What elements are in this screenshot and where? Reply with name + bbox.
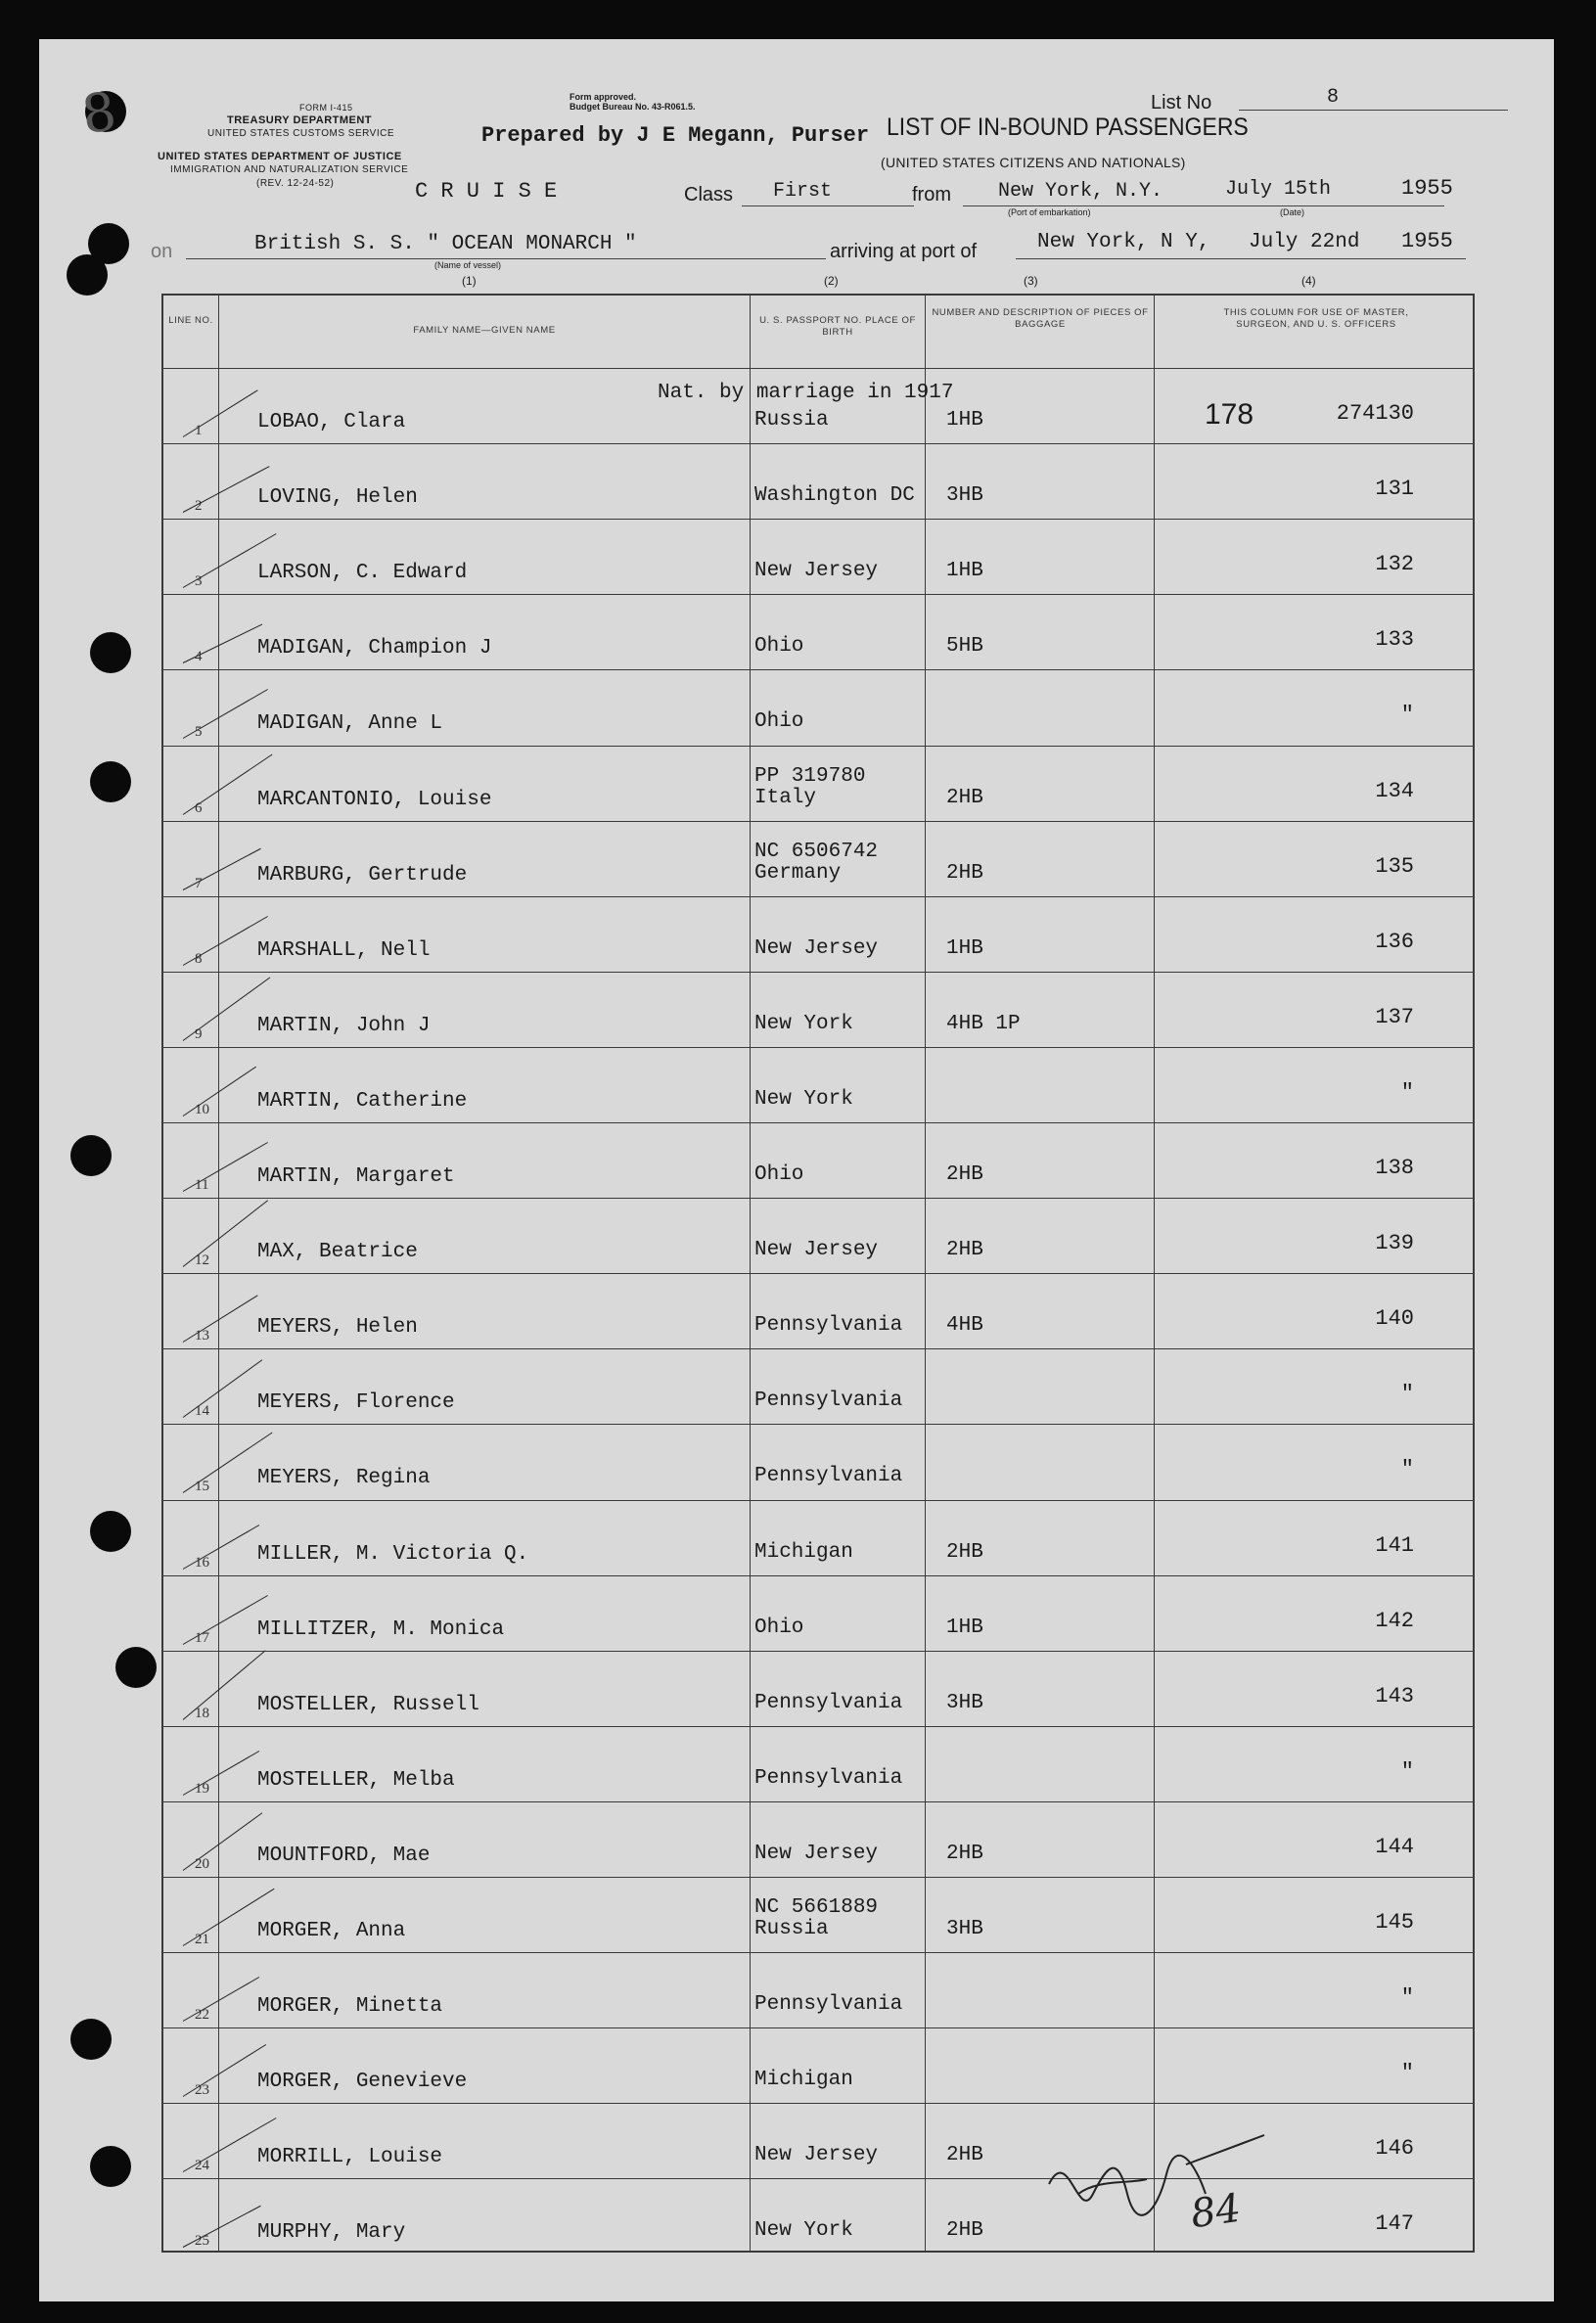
passenger-name: MORGER, Genevieve <box>257 2071 468 2094</box>
passenger-name: MOSTELLER, Melba <box>257 1768 455 1792</box>
passenger-name: MARSHALL, Nell <box>257 938 431 962</box>
passenger-name: MARTIN, Margaret <box>257 1165 455 1189</box>
list-no-value: 8 <box>1327 86 1340 109</box>
embark-date: July 15th <box>1225 178 1332 201</box>
class-value: First <box>773 180 833 203</box>
embark-year: 1955 <box>1401 176 1453 201</box>
arrival-year: 1955 <box>1401 229 1453 253</box>
budget-bureau: Budget Bureau No. 43-R061.5. <box>570 102 696 112</box>
table-row <box>163 2027 1473 2103</box>
table-row <box>163 1877 1473 1952</box>
place-of-birth: Germany <box>754 861 842 885</box>
line-number: 19 <box>195 1780 209 1797</box>
officer-number: " <box>1400 1079 1414 1105</box>
table-row <box>163 669 1473 745</box>
arrival-port: New York, N Y, <box>1037 231 1210 253</box>
form-approved: Form approved. <box>570 92 637 102</box>
arrival-date: July 22nd <box>1249 231 1360 253</box>
baggage: 3HB <box>946 1691 983 1714</box>
col-num-2: (2) <box>824 274 839 288</box>
punch-hole <box>70 2019 112 2060</box>
check-mark <box>183 1201 268 1268</box>
check-mark <box>183 1142 268 1192</box>
col-header-officers: THIS COLUMN FOR USE OF MASTER, SURGEON, AND U. S. OFFICERS <box>1223 307 1409 330</box>
line-number: 1 <box>195 423 203 439</box>
check-mark <box>183 1650 266 1719</box>
passenger-name: MADIGAN, Anne L <box>257 712 443 736</box>
place-of-birth: Pennsylvania <box>754 1691 903 1714</box>
place-of-birth: Ohio <box>754 1163 804 1187</box>
baggage: 3HB <box>946 1918 983 1941</box>
check-mark <box>183 916 268 966</box>
check-mark <box>183 1067 256 1116</box>
line-number: 2 <box>195 498 203 515</box>
passenger-name: MARTIN, John J <box>257 1014 431 1037</box>
passenger-name: MORRILL, Louise <box>257 2146 443 2169</box>
form-number: FORM I-415 <box>299 103 353 113</box>
officer-number: 132 <box>1375 552 1414 577</box>
col-header-passport: U. S. PASSPORT NO. PLACE OF BIRTH <box>759 315 916 338</box>
col-num-3: (3) <box>1024 274 1038 288</box>
treasury-department: TREASURY DEPARTMENT <box>227 114 373 126</box>
check-mark <box>183 1751 259 1796</box>
passport-number: NC 5661889 <box>754 1896 879 1920</box>
table-row <box>163 1424 1473 1499</box>
cruise-label: C R U I S E <box>415 179 558 204</box>
place-of-birth: New Jersey <box>754 1239 879 1262</box>
check-mark <box>183 1595 268 1645</box>
place-of-birth: New Jersey <box>754 936 879 960</box>
check-mark <box>183 1525 259 1570</box>
baggage: 2HB <box>946 1842 983 1865</box>
officer-number: " <box>1400 1985 1414 2011</box>
line-number: 17 <box>195 1629 209 1646</box>
baggage: 4HB <box>946 1314 983 1338</box>
department-of-justice: UNITED STATES DEPARTMENT OF JUSTICE <box>158 151 402 162</box>
line-number: 3 <box>195 573 203 590</box>
line-number: 11 <box>195 1177 209 1194</box>
officer-number: 134 <box>1375 778 1414 803</box>
place-of-birth: Washington DC <box>754 484 915 508</box>
table-row <box>163 1500 1473 1575</box>
place-of-birth: New York <box>754 1012 853 1035</box>
check-mark <box>183 2044 266 2097</box>
place-of-birth: Ohio <box>754 635 804 659</box>
check-mark <box>183 1360 262 1419</box>
officer-number: 144 <box>1375 1834 1414 1859</box>
baggage: 2HB <box>946 2144 983 2167</box>
line-number: 20 <box>195 1855 209 1872</box>
from-label: from <box>912 184 951 205</box>
table-row <box>163 896 1473 972</box>
list-subtitle: (UNITED STATES CITIZENS AND NATIONALS) <box>881 155 1186 170</box>
line-number: 24 <box>195 2158 209 2174</box>
handwritten-signature <box>1039 2125 1294 2243</box>
officer-number: 138 <box>1375 1156 1414 1181</box>
officer-number: 142 <box>1375 1608 1414 1633</box>
baggage: 1HB <box>946 560 983 583</box>
port-of-embarkation: New York, N.Y. <box>998 180 1163 203</box>
line-number: 14 <box>195 1403 209 1420</box>
table-row <box>163 1122 1473 1198</box>
line-number: 16 <box>195 1554 209 1571</box>
table-row <box>163 1801 1473 1877</box>
table-row <box>163 594 1473 669</box>
baggage: 3HB <box>946 484 983 508</box>
place-of-birth: Michigan <box>754 1540 853 1564</box>
table-row <box>163 443 1473 519</box>
line-number: 25 <box>195 2233 209 2250</box>
line-number: 5 <box>195 724 203 741</box>
customs-service: UNITED STATES CUSTOMS SERVICE <box>207 128 395 139</box>
line-number: 10 <box>195 1101 209 1117</box>
punch-hole <box>67 254 108 296</box>
passport-number: PP 319780 <box>754 764 866 788</box>
passenger-name: MEYERS, Helen <box>257 1316 418 1340</box>
date-caption: (Date) <box>1280 207 1305 217</box>
passenger-name: LOVING, Helen <box>257 486 418 510</box>
place-of-birth: New Jersey <box>754 1842 879 1865</box>
revision-label: (REV. 12-24-52) <box>256 178 335 189</box>
line-number: 23 <box>195 2082 209 2099</box>
place-of-birth: Michigan <box>754 2069 853 2092</box>
line-number: 13 <box>195 1328 209 1344</box>
punch-hole <box>90 1511 131 1552</box>
check-mark <box>183 1296 258 1344</box>
line-number: 15 <box>195 1479 209 1495</box>
prepared-by: Prepared by J E Megann, Purser <box>481 123 870 148</box>
on-label: on <box>151 241 173 262</box>
officer-number: 140 <box>1375 1306 1414 1332</box>
baggage: 1HB <box>946 409 983 433</box>
officer-number: 274130 <box>1336 401 1414 427</box>
place-of-birth: Pennsylvania <box>754 1993 903 2017</box>
place-of-birth: Ohio <box>754 710 804 734</box>
table-row <box>163 972 1473 1047</box>
col-header-line-no: LINE NO. <box>168 315 213 326</box>
punch-hole <box>90 2146 131 2187</box>
passenger-name: MORGER, Minetta <box>257 1995 443 2019</box>
line-number: 8 <box>195 950 203 967</box>
stamp-number: 178 <box>1205 398 1254 432</box>
officer-number: " <box>1400 2061 1414 2086</box>
place-of-birth: Ohio <box>754 1616 804 1639</box>
place-of-birth: Russia <box>754 409 829 433</box>
passport-number: NC 6506742 <box>754 840 879 863</box>
baggage: 1HB <box>946 1616 983 1639</box>
line-number: 6 <box>195 799 203 816</box>
baggage: 2HB <box>946 1163 983 1187</box>
passenger-name: MORGER, Anna <box>257 1920 406 1943</box>
officer-number: 133 <box>1375 627 1414 653</box>
check-mark <box>183 847 261 889</box>
vessel-name: British S. S. " OCEAN MONARCH " <box>254 233 637 255</box>
check-mark <box>183 389 258 437</box>
passenger-name: MARBURG, Gertrude <box>257 863 468 887</box>
officer-number: 137 <box>1375 1004 1414 1029</box>
officer-number: " <box>1400 1457 1414 1482</box>
passenger-name: LARSON, C. Edward <box>257 562 468 585</box>
passenger-name: MILLER, M. Victoria Q. <box>257 1542 529 1566</box>
baggage: 2HB <box>946 1540 983 1564</box>
officer-number: 139 <box>1375 1231 1414 1256</box>
officer-number: 147 <box>1375 2211 1414 2237</box>
passenger-name: MEYERS, Florence <box>257 1391 455 1415</box>
line-number: 21 <box>195 1932 209 1948</box>
passenger-name: MOUNTFORD, Mae <box>257 1844 431 1867</box>
place-of-birth: Pennsylvania <box>754 1766 903 1790</box>
baggage: 5HB <box>946 635 983 659</box>
table-row <box>163 1348 1473 1424</box>
col-header-name: FAMILY NAME—GIVEN NAME <box>413 325 556 336</box>
passenger-name: MEYERS, Regina <box>257 1467 431 1490</box>
place-of-birth: Italy <box>754 786 817 809</box>
line-number: 18 <box>195 1705 209 1721</box>
punch-hole <box>90 761 131 802</box>
passenger-name: MAX, Beatrice <box>257 1241 418 1264</box>
ins-label: IMMIGRATION AND NATURALIZATION SERVICE <box>170 164 409 175</box>
handwritten-note: 84 <box>1188 2185 1244 2238</box>
table-row <box>163 1952 1473 2027</box>
place-of-birth: Pennsylvania <box>754 1389 903 1413</box>
officer-number: 131 <box>1375 477 1414 502</box>
officer-number: 145 <box>1375 1910 1414 1936</box>
passenger-name: MADIGAN, Champion J <box>257 637 492 660</box>
line-number: 4 <box>195 649 203 665</box>
baggage: 2HB <box>946 1239 983 1262</box>
class-label: Class <box>684 184 734 205</box>
baggage: 2HB <box>946 861 983 885</box>
table-row <box>163 1047 1473 1122</box>
col-num-4: (4) <box>1301 274 1316 288</box>
table-row <box>163 1726 1473 1801</box>
vessel-caption: (Name of vessel) <box>434 260 502 270</box>
passenger-name: MARCANTONIO, Louise <box>257 788 492 811</box>
table-row <box>163 1273 1473 1348</box>
port-embark-caption: (Port of embarkation) <box>1008 207 1091 217</box>
baggage: 2HB <box>946 2219 983 2243</box>
table-row <box>163 1651 1473 1726</box>
line-number: 22 <box>195 2007 209 2024</box>
naturalization-note: Nat. by marriage in 1917 <box>658 382 954 405</box>
col-num-1: (1) <box>462 274 477 288</box>
baggage: 1HB <box>946 936 983 960</box>
table-row <box>163 1198 1473 1273</box>
list-no-label: List No <box>1151 92 1212 114</box>
officer-number: 136 <box>1375 929 1414 954</box>
check-mark <box>183 1812 262 1871</box>
line-number: 7 <box>195 875 203 891</box>
table-row <box>163 746 1473 821</box>
punch-hole <box>115 1647 157 1688</box>
officer-number: 146 <box>1375 2136 1414 2162</box>
punch-hole <box>70 1135 112 1176</box>
line-number: 12 <box>195 1253 209 1269</box>
place-of-birth: New York <box>754 1087 853 1111</box>
officer-number: 141 <box>1375 1532 1414 1558</box>
place-of-birth: Pennsylvania <box>754 1465 903 1488</box>
margin-note: 8 <box>77 79 120 147</box>
officer-number: " <box>1400 1382 1414 1407</box>
punch-hole <box>90 632 131 673</box>
place-of-birth: Pennsylvania <box>754 1314 903 1338</box>
passenger-name: MARTIN, Catherine <box>257 1089 468 1113</box>
place-of-birth: Russia <box>754 1918 829 1941</box>
place-of-birth: New York <box>754 2219 853 2243</box>
officer-number: 135 <box>1375 853 1414 879</box>
col-header-baggage: NUMBER AND DESCRIPTION OF PIECES OF BAGGAGE <box>932 307 1149 330</box>
baggage: 4HB 1P <box>946 1012 1021 1035</box>
place-of-birth: New Jersey <box>754 2144 879 2167</box>
table-row <box>163 519 1473 594</box>
line-number: 9 <box>195 1025 203 1042</box>
arriving-label: arriving at port of <box>830 241 978 262</box>
officer-number: 143 <box>1375 1683 1414 1708</box>
passenger-name: LOBAO, Clara <box>257 411 406 434</box>
table-row <box>163 821 1473 896</box>
list-title: LIST OF IN-BOUND PASSENGERS <box>887 114 1249 141</box>
officer-number: " <box>1400 1758 1414 1784</box>
check-mark <box>183 1977 259 2022</box>
table-row <box>163 1575 1473 1651</box>
passenger-name: MOSTELLER, Russell <box>257 1693 479 1716</box>
officer-number: " <box>1400 703 1414 728</box>
passenger-table <box>161 294 1475 2253</box>
table-row <box>163 368 1473 443</box>
place-of-birth: New Jersey <box>754 560 879 583</box>
baggage: 2HB <box>946 786 983 809</box>
passenger-name: MURPHY, Mary <box>257 2221 406 2245</box>
passenger-name: MILLITZER, M. Monica <box>257 1617 505 1641</box>
